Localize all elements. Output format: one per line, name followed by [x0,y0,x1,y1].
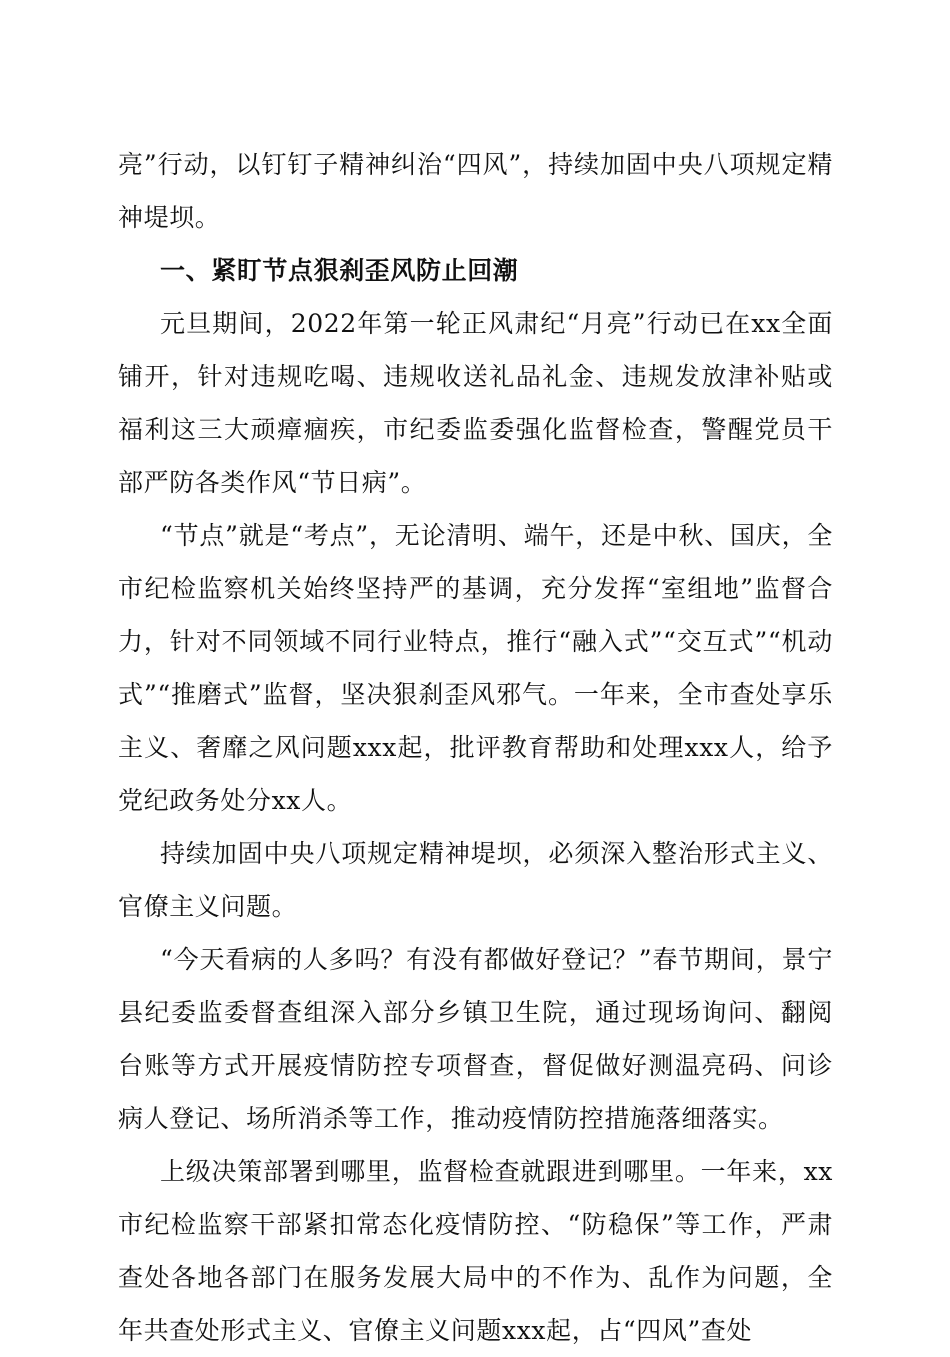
continuation-paragraph: 亮”行动，以钉钉子精神纠治“四风”，持续加固中央八项规定精神堤坝。 [118,150,833,232]
paragraph-supervision-follow-up: 上级决策部署到哪里，监督检查就跟进到哪里。一年来，xx市纪检监察干部紧扣常态化疫情防控、“防稳保”等工作，严肃查处各地各部门在服务发展大局中的不作为、乱作为问题，全年共查处形式主义、官僚主义问题xxx起，占“四风”查处 [118,1157,833,1345]
paragraph-festival-checkpoints: “节点”就是“考点”，无论清明、端午，还是中秋、国庆，全市纪检监察机关始终坚持严的基调，充分发挥“室组地”监督合力，针对不同领域不同行业特点，推行“融入式”“交互式”“机动式”“推磨式”监督，坚决狠刹歪风邪气。一年来，全市查处享乐主义、奢靡之风问题xxx起，批评教育帮助和处理xxx人，给予党纪政务处分xx人。 [118,521,833,815]
document-body [118,138,833,1357]
paragraph-new-year: 元旦期间，2022年第一轮正风肃纪“月亮”行动已在xx全面铺开，针对违规吃喝、违规收送礼品礼金、违规发放津补贴或福利这三大顽瘴痼疾，市纪委监委强化监督检查，警醒党员干部严防各类作风“节日病”。 [118,309,833,497]
paragraph-epidemic-inspection: “今天看病的人多吗？有没有都做好登记？”春节期间，景宁县纪委监委督查组深入部分乡镇卫生院，通过现场询问、翻阅台账等方式开展疫情防控专项督查，督促做好测温亮码、问诊病人登记、场所消杀等工作，推动疫情防控措施落细落实。 [118,945,833,1133]
section-heading: 一、紧盯节点狠刹歪风防止回潮 [160,256,519,285]
paragraph-formalism: 持续加固中央八项规定精神堤坝，必须深入整治形式主义、官僚主义问题。 [118,839,833,921]
